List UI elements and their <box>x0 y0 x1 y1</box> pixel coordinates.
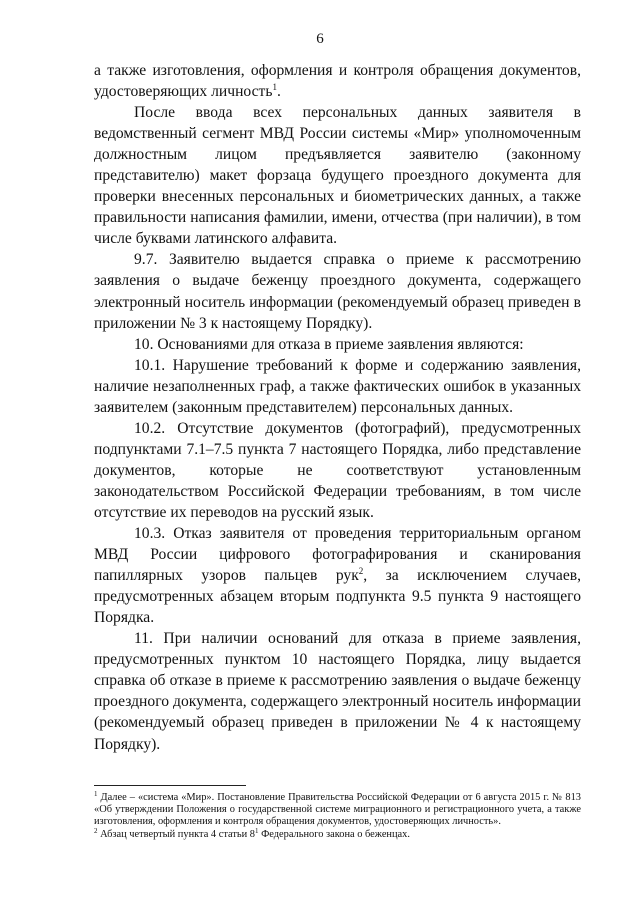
footnote-text: Далее – «система «Мир». Постановление Правительства Российской Федерации от 6 августа 2015 г. № 813 «Об утверждении Положения о государственной системе миграционного и регистрационного учета, а также изготовления, оформления и контроля обращения документов, удостоверяющих личность». <box>94 792 581 828</box>
footnote-marker: 2 <box>94 826 98 835</box>
paragraph-text: 10.2. Отсутствие документов (фотографий), предусмотренных подпунктами 7.1–7.5 пункта 7 настоящего Порядка, либо представление документов, которые не соответствуют установленным законодательством Российской Федерации требованиям, в том числе отсутствие их переводов на русский язык. <box>94 419 581 521</box>
paragraph-text: 10.1. Нарушение требований к форме и содержанию заявления, наличие незаполненных граф, а также фактических ошибок в указанных заявителем (законным представителем) персональных данных. <box>94 356 581 416</box>
paragraph-text: 11. При наличии оснований для отказа в приеме заявления, предусмотренных пунктом 10 настоящего Порядка, лицу выдается справка об отказе в приеме к рассмотрению заявления о выдаче беженцу проездного документа, содержащего электронный носитель информации (рекомендуемый образец приведен в приложении № 4 к настоящему Порядку). <box>94 630 581 753</box>
footnote-separator <box>94 785 246 786</box>
footnote-ref-1: 1 <box>272 82 277 93</box>
footnote-text-tail: Федерального закона о беженцах. <box>258 828 410 840</box>
body-text <box>94 60 581 755</box>
paragraph-10 <box>94 334 581 355</box>
paragraph-10-3 <box>94 523 581 628</box>
footnote-marker: 1 <box>94 790 98 798</box>
paragraph-text-tail: , за исключением случаев, предусмотренных абзацем вторым подпункта 9.5 пункта 9 настоящего Порядка. <box>94 567 581 627</box>
footnote-text: Абзац четвертый пункта 4 статьи 8 <box>97 828 255 840</box>
paragraph-10-2 <box>94 418 581 523</box>
paragraph-11 <box>94 628 581 754</box>
footnote-1 <box>94 792 581 829</box>
article-superscript: 1 <box>254 826 259 835</box>
paragraph-continuation <box>94 60 581 102</box>
footnote-2 <box>94 826 581 841</box>
paragraph-mir-system <box>94 102 581 249</box>
paragraph-text-tail: . <box>276 83 281 101</box>
paragraph-text: После ввода всех персональных данных заявителя в ведомственный сегмент МВД России системы «Мир» уполномоченным должностным лицом предъявляется заявителю (законному представителю) макет форзаца будущего проездного документа для проверки внесенных персональных и биометрических данных, а также правильности написания фамилии, имени, отчества (при наличии), в том числе буквами латинского алфавита. <box>94 104 581 248</box>
paragraph-9-7 <box>94 249 581 333</box>
footnote-ref-2: 2 <box>358 566 364 577</box>
paragraph-text: 10.3. Отказ заявителя от проведения территориальным органом МВД России цифрового фотографирования и сканирования папиллярных узоров пальцев рук <box>94 525 581 585</box>
paragraph-text: 9.7. Заявителю выдается справка о приеме к рассмотрению заявления о выдаче беженцу проездного документа, содержащего электронный носитель информации (рекомендуемый образец приведен в приложении № 3 к настоящему Порядку). <box>94 251 581 332</box>
paragraph-text: 10. Основаниями для отказа в приеме заявления являются: <box>134 335 524 353</box>
paragraph-10-1 <box>94 355 581 418</box>
page-number: 6 <box>316 31 324 47</box>
footnotes <box>94 792 581 841</box>
paragraph-text: а также изготовления, оформления и контроля обращения документов, удостоверяющих личность <box>94 62 581 101</box>
